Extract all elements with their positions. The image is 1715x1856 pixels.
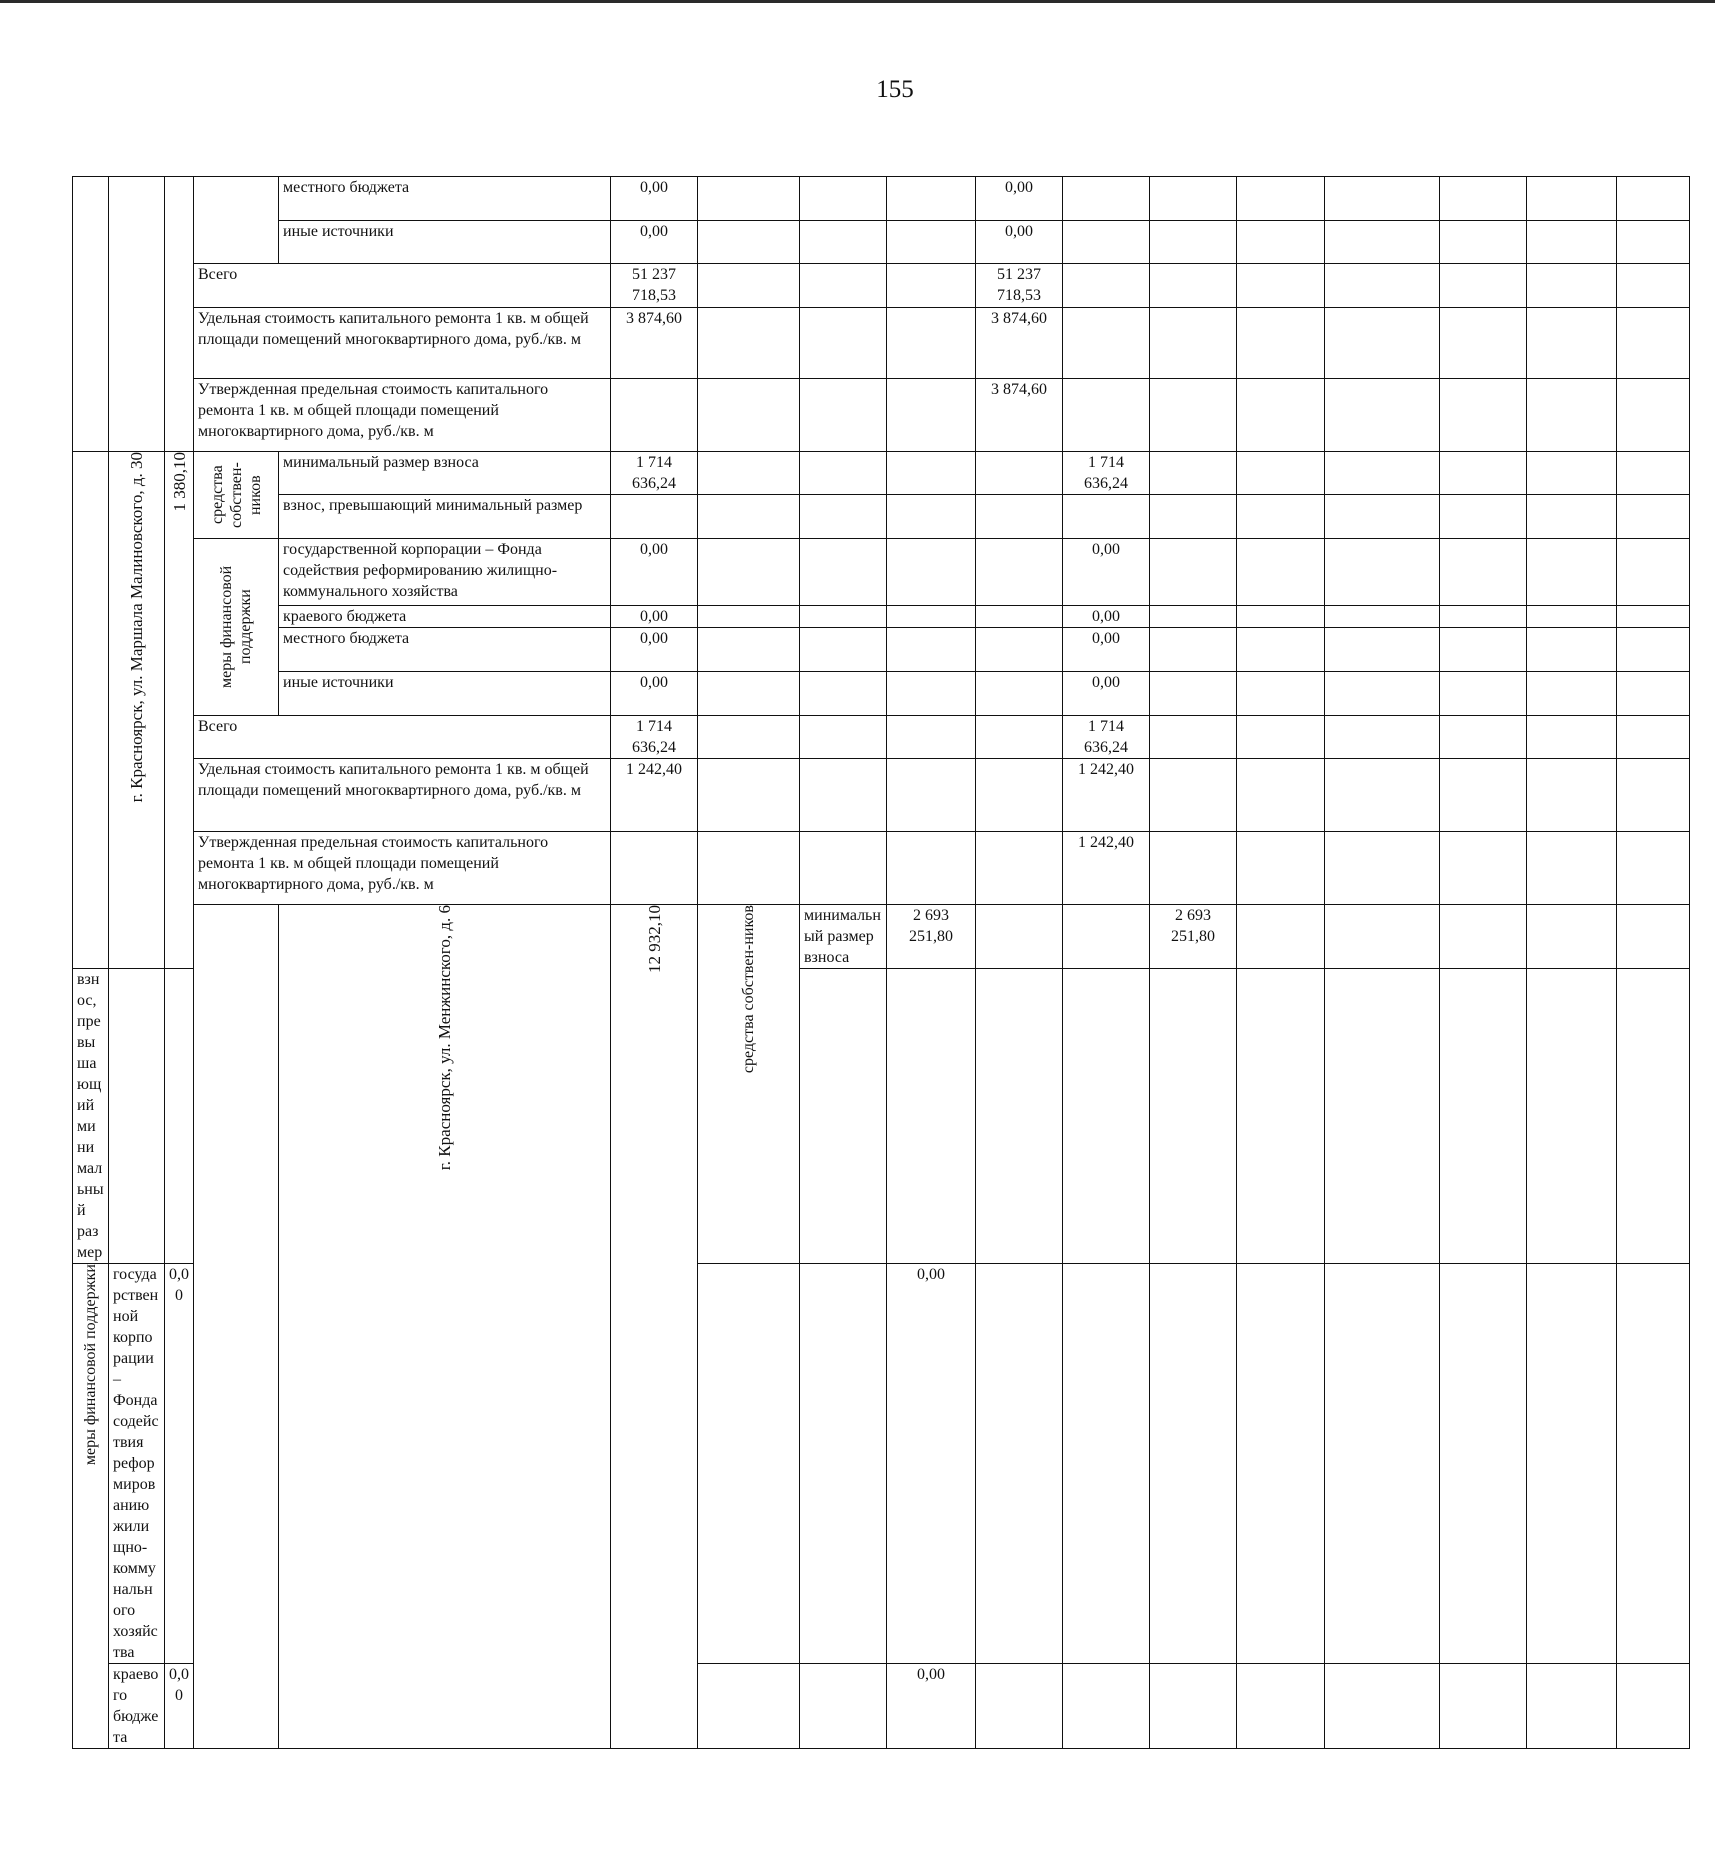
row-label: минимальный размер взноса	[800, 905, 887, 969]
cell-value: 0,00	[1063, 539, 1150, 606]
total-value: 1 242,40	[611, 759, 698, 832]
address-cell	[279, 905, 611, 1749]
row-label: Удельная стоимость капитального ремонта 1 кв. м общей площади помещений многоквартирного дома, руб./кв. м	[194, 759, 611, 832]
row-label: Всего	[194, 716, 611, 759]
total-value: 0,00	[611, 672, 698, 716]
owner-funds-text: средства собствен-ников	[740, 905, 757, 1074]
total-value: 0,00	[611, 606, 698, 628]
table-row	[73, 177, 1690, 221]
cell-value: 1 242,40	[1063, 759, 1150, 832]
row-label: Удельная стоимость капитального ремонта 1 кв. м общей площади помещений многоквартирного дома, руб./кв. м	[194, 308, 611, 379]
row-label: местного бюджета	[279, 177, 611, 221]
cell-value: 3 874,60	[976, 308, 1063, 379]
table-row	[73, 495, 1690, 539]
support-measures-cell	[194, 539, 279, 716]
cell-value: 1 714 636,24	[1063, 716, 1150, 759]
row-label: иные источники	[279, 672, 611, 716]
support-measures-cell	[73, 1264, 109, 1749]
table-row	[73, 672, 1690, 716]
table-row	[73, 221, 1690, 264]
table-row	[73, 264, 1690, 308]
address-cell	[109, 177, 165, 452]
total-value: 51 237 718,53	[611, 264, 698, 308]
total-value: 3 874,60	[611, 308, 698, 379]
area-cell	[165, 177, 194, 452]
address-text: г. Красноярск, ул. Маршала Малиновского, д. 30	[126, 452, 146, 803]
total-value: 0,00	[611, 539, 698, 606]
address-cell	[109, 452, 165, 969]
cell-value: 1 242,40	[1063, 832, 1150, 905]
cell-value: 3 874,60	[976, 379, 1063, 452]
area-text: 12 932,10	[644, 905, 664, 973]
table-row	[73, 308, 1690, 379]
table-row	[73, 628, 1690, 672]
owner-funds-text: средства собствен-ников	[208, 462, 264, 528]
index-cell	[73, 452, 109, 969]
cell-value: 2 693 251,80	[1150, 905, 1237, 969]
address-text: г. Красноярск, ул. Менжинского, д. 6	[434, 905, 454, 1171]
table-row	[73, 379, 1690, 452]
total-value: 0,00	[611, 628, 698, 672]
total-value: 1 714 636,24	[611, 716, 698, 759]
owner-funds-cell	[194, 452, 279, 539]
total-value: 1 714 636,24	[611, 452, 698, 495]
table-row	[73, 759, 1690, 832]
row-label: Утвержденная предельная стоимость капитального ремонта 1 кв. м общей площади помещений многоквартирного дома, руб./кв. м	[194, 832, 611, 905]
owner-funds-cell	[698, 905, 800, 1264]
table-row	[73, 606, 1690, 628]
row-label: краевого бюджета	[109, 1664, 165, 1749]
table-row	[73, 539, 1690, 606]
cell-value: 0,00	[976, 177, 1063, 221]
total-value: 0,00	[611, 177, 698, 221]
row-label: государственной корпорации – Фонда содействия реформированию жилищно-коммунального хозяйства	[279, 539, 611, 606]
cell-value: 0,00	[976, 221, 1063, 264]
total-value: 0,00	[165, 1664, 194, 1749]
cell-value: 51 237 718,53	[976, 264, 1063, 308]
table-row	[73, 832, 1690, 905]
row-label: Утвержденная предельная стоимость капитального ремонта 1 кв. м общей площади помещений многоквартирного дома, руб./кв. м	[194, 379, 611, 452]
cell-value: 0,00	[887, 1664, 976, 1749]
support-measures-text: меры финансовой поддержки	[218, 565, 254, 689]
area-cell	[165, 452, 194, 969]
index-cell	[73, 177, 109, 452]
table-row	[73, 716, 1690, 759]
total-value: 0,00	[611, 221, 698, 264]
index-cell	[194, 905, 279, 1749]
total-value: 0,00	[165, 1264, 194, 1664]
cell-value: 1 714 636,24	[1063, 452, 1150, 495]
cell-value: 0,00	[1063, 606, 1150, 628]
row-label: иные источники	[279, 221, 611, 264]
group-cell	[194, 177, 279, 264]
row-label: государственной корпорации – Фонда содействия реформированию жилищно-коммунального хозяйства	[109, 1264, 165, 1664]
page-number: 155	[876, 76, 914, 103]
row-label: Всего	[194, 264, 611, 308]
capital-repair-table	[72, 176, 1690, 1749]
row-label: краевого бюджета	[279, 606, 611, 628]
cell-value: 0,00	[887, 1264, 976, 1664]
support-measures-text: меры финансовой поддержки	[82, 1264, 99, 1466]
area-cell	[611, 905, 698, 1749]
table-row	[73, 452, 1690, 495]
page-top-edge	[0, 0, 1715, 3]
cell-value: 0,00	[1063, 628, 1150, 672]
row-label: взнос, превышающий минимальный размер	[73, 969, 109, 1264]
table-row	[73, 905, 1690, 969]
total-value: 2 693 251,80	[887, 905, 976, 969]
row-label: взнос, превышающий минимальный размер	[279, 495, 611, 539]
row-label: местного бюджета	[279, 628, 611, 672]
row-label: минимальный размер взноса	[279, 452, 611, 495]
cell-value: 0,00	[1063, 672, 1150, 716]
area-text: 1 380,10	[169, 452, 189, 512]
